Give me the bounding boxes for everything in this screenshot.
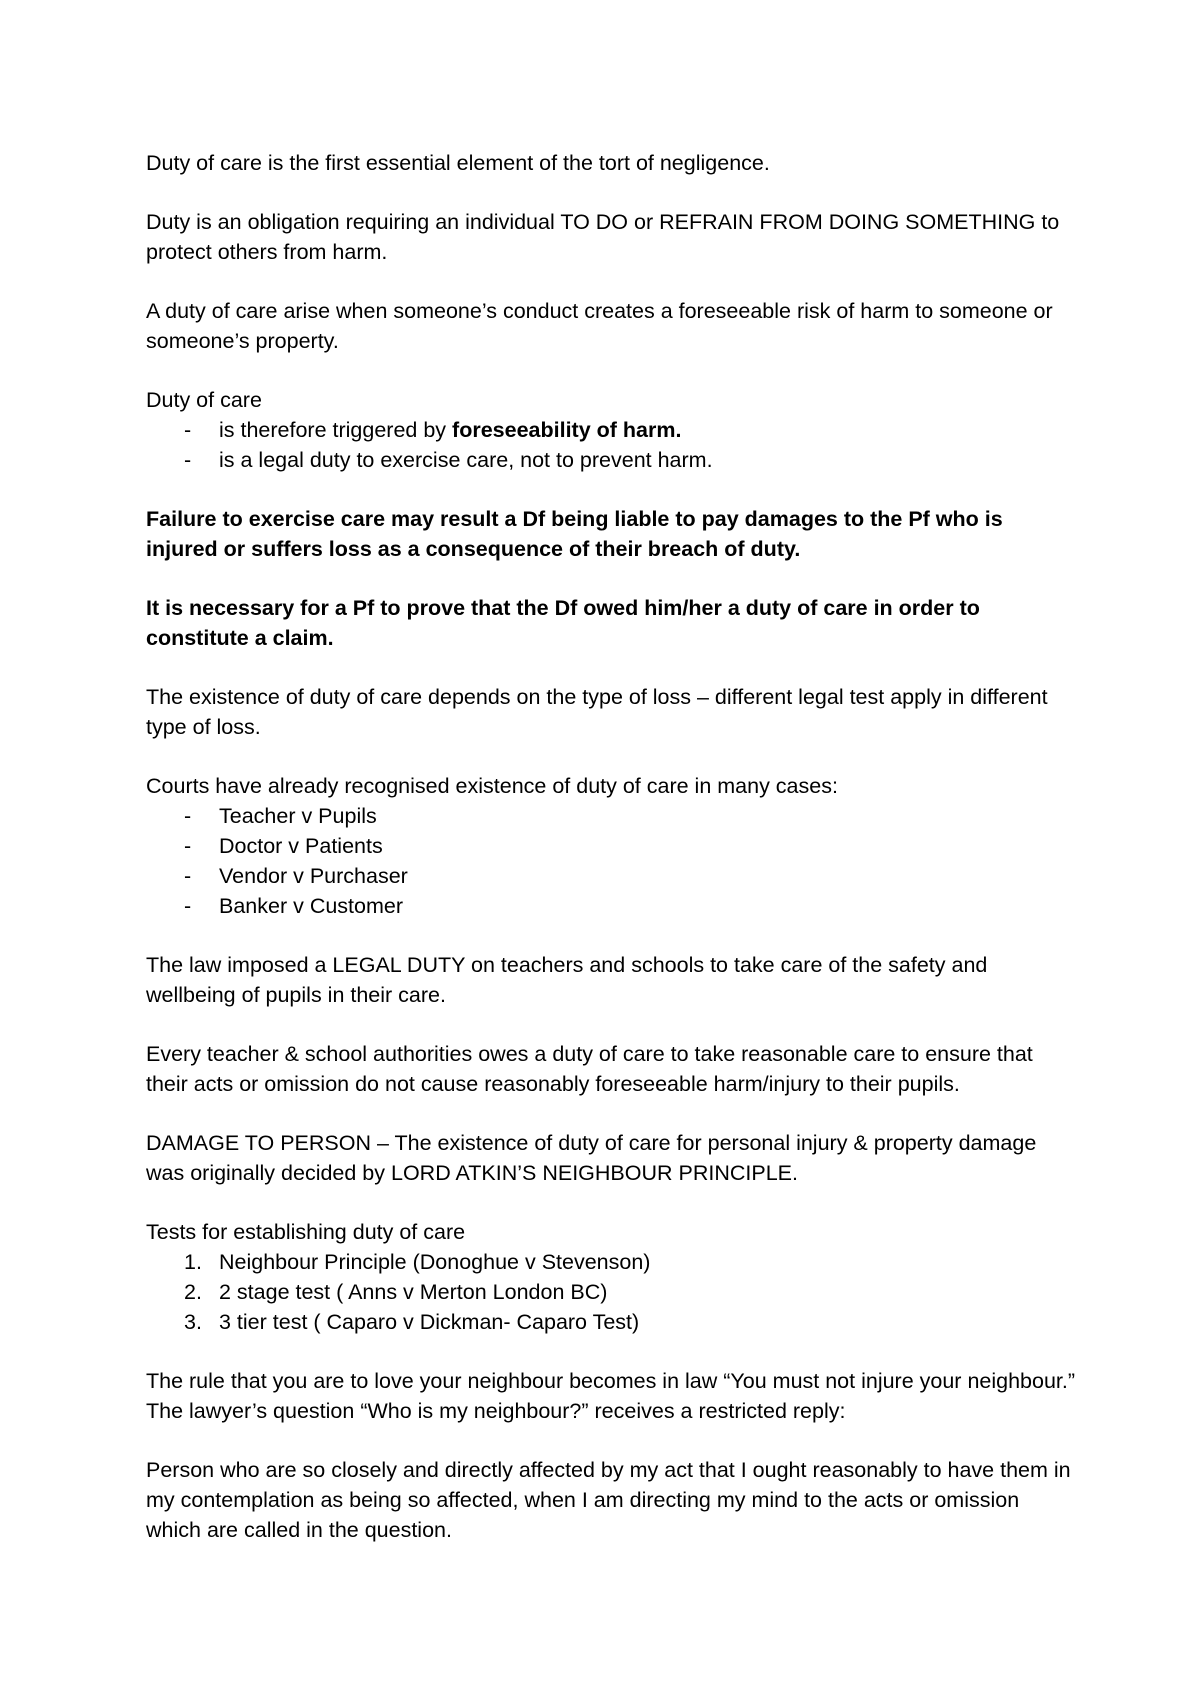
list-item-text: Teacher v Pupils bbox=[219, 804, 377, 828]
list-marker: - bbox=[184, 448, 192, 472]
list-marker: 2. bbox=[184, 1280, 202, 1304]
paragraph-legal-duty-teachers: The law imposed a LEGAL DUTY on teachers and schools to take care of the safety and wellbeing of pupils in their care. bbox=[146, 953, 988, 1007]
paragraph-duty-definition: Duty of care is the first essential element of the tort of negligence. bbox=[146, 151, 770, 175]
list-item bbox=[146, 1277, 1076, 1307]
list-item-text: Doctor v Patients bbox=[219, 834, 383, 858]
list-item-text: Neighbour Principle (Donoghue v Stevenson) bbox=[219, 1250, 651, 1274]
paragraph-every-teacher: Every teacher & school authorities owes a duty of care to take reasonable care to ensure that their acts or omission do not cause reasonably foreseeable harm/injury to their pupils. bbox=[146, 1042, 1033, 1096]
list-item bbox=[146, 415, 1076, 445]
list-intro-duty-of-care: Duty of care bbox=[146, 388, 262, 412]
list-marker: - bbox=[184, 894, 192, 918]
list-item-text: is a legal duty to exercise care, not to prevent harm. bbox=[219, 448, 713, 472]
list-item bbox=[146, 1307, 1076, 1337]
list-item-text: 3 tier test ( Caparo v Dickman- Caparo Test) bbox=[219, 1310, 640, 1334]
list-item bbox=[146, 861, 1076, 891]
list-marker: 1. bbox=[184, 1250, 202, 1274]
list-marker: - bbox=[184, 418, 192, 442]
list-marker: 3. bbox=[184, 1310, 202, 1334]
list-item bbox=[146, 1247, 1076, 1277]
paragraph-failure-bold: Failure to exercise care may result a Df being liable to pay damages to the Pf who is injured or suffers loss as a consequence of their breach of duty. bbox=[146, 507, 1003, 561]
paragraph-necessary-bold: It is necessary for a Pf to prove that the Df owed him/her a duty of care in order to constitute a claim. bbox=[146, 596, 980, 650]
list-item-text: Banker v Customer bbox=[219, 894, 404, 918]
paragraph-type-of-loss: The existence of duty of care depends on the type of loss – different legal test apply in different type of loss. bbox=[146, 685, 1048, 739]
list-item-text: 2 stage test ( Anns v Merton London BC) bbox=[219, 1280, 608, 1304]
list-item-text: Vendor v Purchaser bbox=[219, 864, 408, 888]
list-marker: - bbox=[184, 864, 192, 888]
paragraph-damage-to-person: DAMAGE TO PERSON – The existence of duty of care for personal injury & property damage was originally decided by LORD ATKIN’S NEIGHBOUR PRINCIPLE. bbox=[146, 1131, 1037, 1185]
document-body bbox=[146, 148, 1076, 1574]
list-item bbox=[146, 801, 1076, 831]
list-item bbox=[146, 891, 1076, 921]
paragraph-neighbour-definition: Person who are so closely and directly affected by my act that I ought reasonably to have them in my contemplation as being so affected, when I am directing my mind to the acts or omission which are called in the question. bbox=[146, 1458, 1071, 1542]
list-item-bold-text: foreseeability of harm. bbox=[452, 418, 682, 442]
list-marker: - bbox=[184, 834, 192, 858]
paragraph-duty-obligation: Duty is an obligation requiring an individual TO DO or REFRAIN FROM DOING SOMETHING to protect others from harm. bbox=[146, 210, 1060, 264]
list-intro-tests: Tests for establishing duty of care bbox=[146, 1220, 466, 1244]
courts-cases-list bbox=[146, 801, 1076, 921]
tests-list bbox=[146, 1247, 1076, 1337]
paragraph-love-neighbour: The rule that you are to love your neighbour becomes in law “You must not injure your neighbour.” The lawyer’s question “Who is my neighbour?” receives a restricted reply: bbox=[146, 1369, 1076, 1423]
list-item bbox=[146, 831, 1076, 861]
duty-of-care-list bbox=[146, 415, 1076, 475]
list-item-text: is therefore triggered by bbox=[219, 418, 453, 442]
list-intro-courts: Courts have already recognised existence of duty of care in many cases: bbox=[146, 774, 838, 798]
list-marker: - bbox=[184, 804, 192, 828]
paragraph-duty-arises: A duty of care arise when someone’s conduct creates a foreseeable risk of harm to someone or someone’s property. bbox=[146, 299, 1053, 353]
list-item bbox=[146, 445, 1076, 475]
